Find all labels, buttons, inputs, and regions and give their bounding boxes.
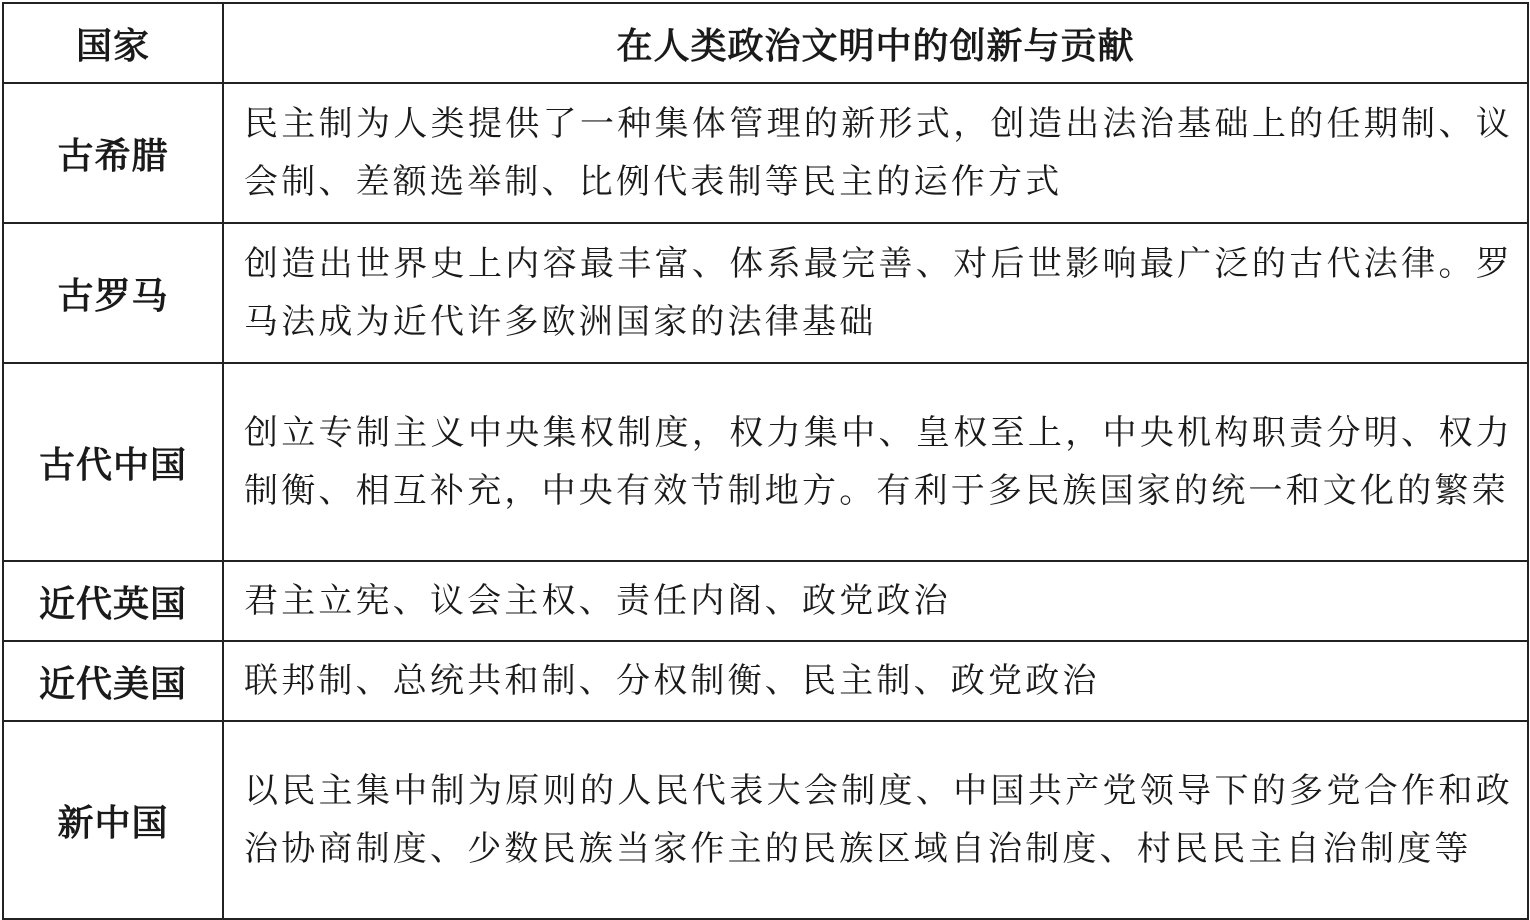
country-cell: 古希腊 bbox=[3, 83, 223, 223]
contribution-cell: 以民主集中制为原则的人民代表大会制度、中国共产党领导下的多党合作和政治协商制度、少数民族当家作主的民族区域自治制度、村民民主自治制度等 bbox=[223, 721, 1528, 919]
contribution-cell: 民主制为人类提供了一种集体管理的新形式，创造出法治基础上的任期制、议会制、差额选举制、比例代表制等民主的运作方式 bbox=[223, 83, 1528, 223]
table-row bbox=[3, 721, 1528, 919]
political-civilization-table bbox=[2, 2, 1529, 920]
table-row bbox=[3, 561, 1528, 641]
table-row bbox=[3, 641, 1528, 721]
contribution-cell: 创立专制主义中央集权制度，权力集中、皇权至上，中央机构职责分明、权力制衡、相互补充，中央有效节制地方。有利于多民族国家的统一和文化的繁荣 bbox=[223, 363, 1528, 561]
header-contribution: 在人类政治文明中的创新与贡献 bbox=[223, 3, 1528, 83]
country-cell: 古代中国 bbox=[3, 363, 223, 561]
contribution-cell: 君主立宪、议会主权、责任内阁、政党政治 bbox=[223, 561, 1528, 641]
country-cell: 近代美国 bbox=[3, 641, 223, 721]
country-cell: 新中国 bbox=[3, 721, 223, 919]
contribution-cell: 创造出世界史上内容最丰富、体系最完善、对后世影响最广泛的古代法律。罗马法成为近代许多欧洲国家的法律基础 bbox=[223, 223, 1528, 363]
table-row bbox=[3, 363, 1528, 561]
country-cell: 古罗马 bbox=[3, 223, 223, 363]
header-country: 国家 bbox=[3, 3, 223, 83]
contribution-cell: 联邦制、总统共和制、分权制衡、民主制、政党政治 bbox=[223, 641, 1528, 721]
country-cell: 近代英国 bbox=[3, 561, 223, 641]
table-row bbox=[3, 83, 1528, 223]
table-row bbox=[3, 223, 1528, 363]
table-header-row bbox=[3, 3, 1528, 83]
